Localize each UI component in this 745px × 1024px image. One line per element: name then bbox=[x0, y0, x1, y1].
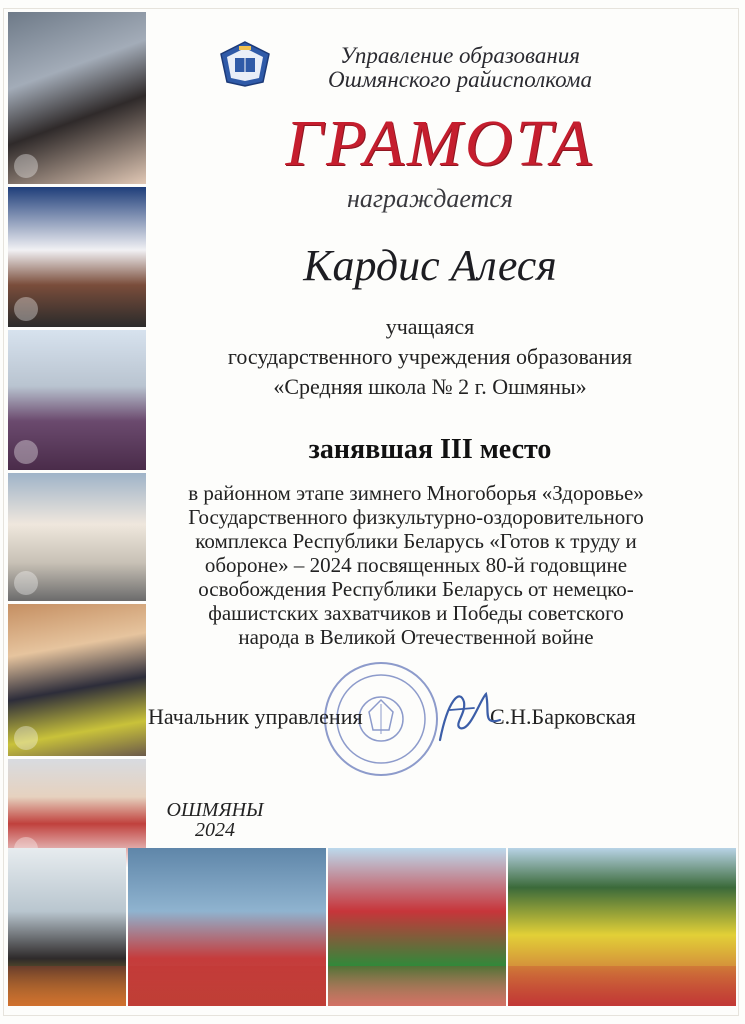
description-line: освобождения Республики Беларусь от немецко- bbox=[198, 577, 634, 601]
signatory-name: С.Н.Барковская bbox=[490, 704, 636, 729]
description-line: народа в Великой Отечественной войне bbox=[238, 625, 594, 649]
athlete-photo bbox=[8, 187, 146, 327]
description-line: Государственного физкультурно-оздоровительного bbox=[188, 505, 644, 529]
organization-name bbox=[300, 44, 620, 92]
city-and-year bbox=[160, 800, 270, 840]
bottom-photo-strip bbox=[8, 848, 736, 1006]
description-line: обороне» – 2024 посвященных 80-й годовщине bbox=[204, 553, 628, 577]
athlete-photo bbox=[8, 12, 146, 184]
competition-description bbox=[146, 481, 686, 649]
athlete-photo bbox=[8, 604, 146, 756]
role-line: «Средняя школа № 2 г. Ошмяны» bbox=[273, 374, 587, 399]
athlete-photo bbox=[508, 848, 736, 1006]
place-achieved: занявшая III место bbox=[308, 434, 552, 465]
city-name: ОШМЯНЫ bbox=[166, 799, 264, 821]
recipient-role bbox=[170, 312, 690, 402]
athlete-photo bbox=[8, 473, 146, 601]
description-line: фашистских захватчиков и Победы советского bbox=[208, 601, 624, 625]
athlete-photo bbox=[8, 330, 146, 470]
role-line: учащаяся bbox=[385, 314, 475, 339]
description-line: комплекса Республики Беларусь «Готов к труду и bbox=[195, 529, 637, 553]
organization-line: Управление образования bbox=[340, 43, 580, 68]
athlete-photo bbox=[328, 848, 506, 1006]
year: 2024 bbox=[195, 819, 235, 841]
recipient-name: Кардис Алеся bbox=[303, 241, 557, 290]
athlete-photo bbox=[128, 848, 326, 1006]
certificate-title: ГРАМОТА bbox=[285, 107, 595, 180]
description-line: в районном этапе зимнего Многоборья «Здоровье» bbox=[188, 481, 644, 505]
athlete-photo bbox=[8, 848, 126, 1006]
awarded-label: награждается bbox=[347, 184, 513, 213]
signature-block bbox=[146, 702, 666, 742]
education-emblem-icon bbox=[219, 40, 271, 88]
signatory-title: Начальник управления bbox=[148, 704, 363, 729]
role-line: государственного учреждения образования bbox=[227, 344, 633, 369]
handwritten-signature-icon bbox=[430, 680, 510, 750]
organization-line: Ошмянского райисполкома bbox=[328, 67, 592, 92]
